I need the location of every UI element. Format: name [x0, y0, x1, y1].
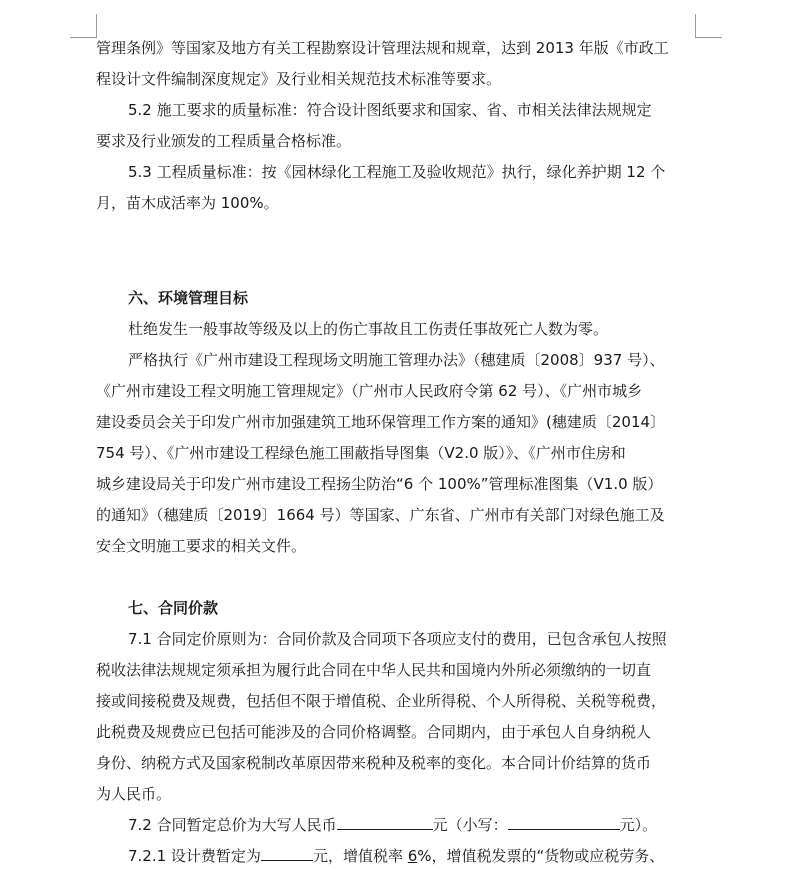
- body-line: 5.3 工程质量标准：按《园林绿化工程施工及验收规范》执行，绿化养护期 12 个: [128, 163, 666, 181]
- body-line: 的通知》（穗建质〔2019〕1664 号）等国家、广东省、广州市有关部门对绿色施工及: [96, 506, 665, 524]
- margin-mark-top-left-h: [70, 37, 96, 38]
- body-line: 城乡建设局关于印发广州市建设工程扬尘防治“6 个 100%”管理标准图集（V1.0 版）: [96, 475, 663, 493]
- body-line: 身份、纳税方式及国家税制改革原因带来税种及税率的变化。本合同计价结算的货币: [96, 754, 652, 772]
- margin-mark-top-left: [96, 14, 97, 38]
- body-line: 754 号）、《广州市建设工程绿色施工围蔽指导图集（V2.0 版）》、《广州市住房和: [96, 444, 626, 462]
- invoice-text: %，增值税发票的“货物或应税劳务、: [417, 847, 665, 865]
- body-line: 为人民币。: [96, 785, 172, 803]
- design-fee-label: 7.2.1 设计费暂定为: [128, 847, 261, 865]
- design-fee-line: [128, 846, 696, 866]
- body-line: 7.1 合同定价原则为：合同价款及合同项下各项应支付的费用，已包含承包人按照: [128, 630, 667, 648]
- tax-rate-label: 元，增值税率: [312, 847, 408, 865]
- body-line: 月，苗木成活率为 100%。: [96, 194, 279, 212]
- body-line: 建设委员会关于印发广州市加强建筑工地环保管理工作方案的通知》(穗建质〔2014〕: [96, 413, 666, 431]
- section-heading-6: 六、环境管理目标: [128, 289, 249, 307]
- body-line: 严格执行《广州市建设工程现场文明施工管理办法》（穗建质〔2008〕937 号）、: [128, 351, 665, 369]
- body-line: 税收法律法规规定须承担为履行此合同在中华人民共和国境内外所必须缴纳的一切直: [96, 661, 652, 679]
- body-line: 接或间接税费及规费，包括但不限于增值税、企业所得税、个人所得税、关税等税费，: [96, 692, 667, 710]
- body-line: 此税费及规费应已包括可能涉及的合同价格调整。合同期内，由于承包人自身纳税人: [96, 723, 652, 741]
- total-amount-figure-blank[interactable]: [508, 815, 620, 830]
- margin-mark-top-right-h: [696, 37, 722, 38]
- margin-mark-top-right: [695, 14, 696, 38]
- section-heading-7: 七、合同价款: [128, 599, 219, 617]
- total-amount-words-blank[interactable]: [337, 815, 433, 830]
- body-line: 杜绝发生一般事故等级及以上的伤亡事故且工伤责任事故死亡人数为零。: [128, 320, 609, 338]
- body-line: 程设计文件编制深度规定》及行业相关规范技术标准等要求。: [96, 70, 502, 88]
- contract-total-line: [128, 815, 696, 835]
- body-line: 5.2 施工要求的质量标准：符合设计图纸要求和国家、省、市相关法律法规规定: [128, 101, 652, 119]
- body-line: 安全文明施工要求的相关文件。: [96, 537, 307, 555]
- contract-total-label: 7.2 合同暂定总价为大写人民币: [128, 816, 337, 834]
- body-line: 要求及行业颁发的工程质量合格标准。: [96, 132, 352, 150]
- contract-total-small-label: 元（小写：: [432, 816, 508, 834]
- contract-total-end: 元）。: [619, 816, 658, 834]
- body-line: 《广州市建设工程文明施工管理规定》（广州市人民政府令第 62 号）、《广州市城乡: [96, 382, 643, 400]
- tax-rate-value: 6: [407, 847, 418, 865]
- design-fee-blank[interactable]: [261, 846, 313, 861]
- body-line: 管理条例》等国家及地方有关工程勘察设计管理法规和规章，达到 2013 年版《市政工: [96, 39, 669, 57]
